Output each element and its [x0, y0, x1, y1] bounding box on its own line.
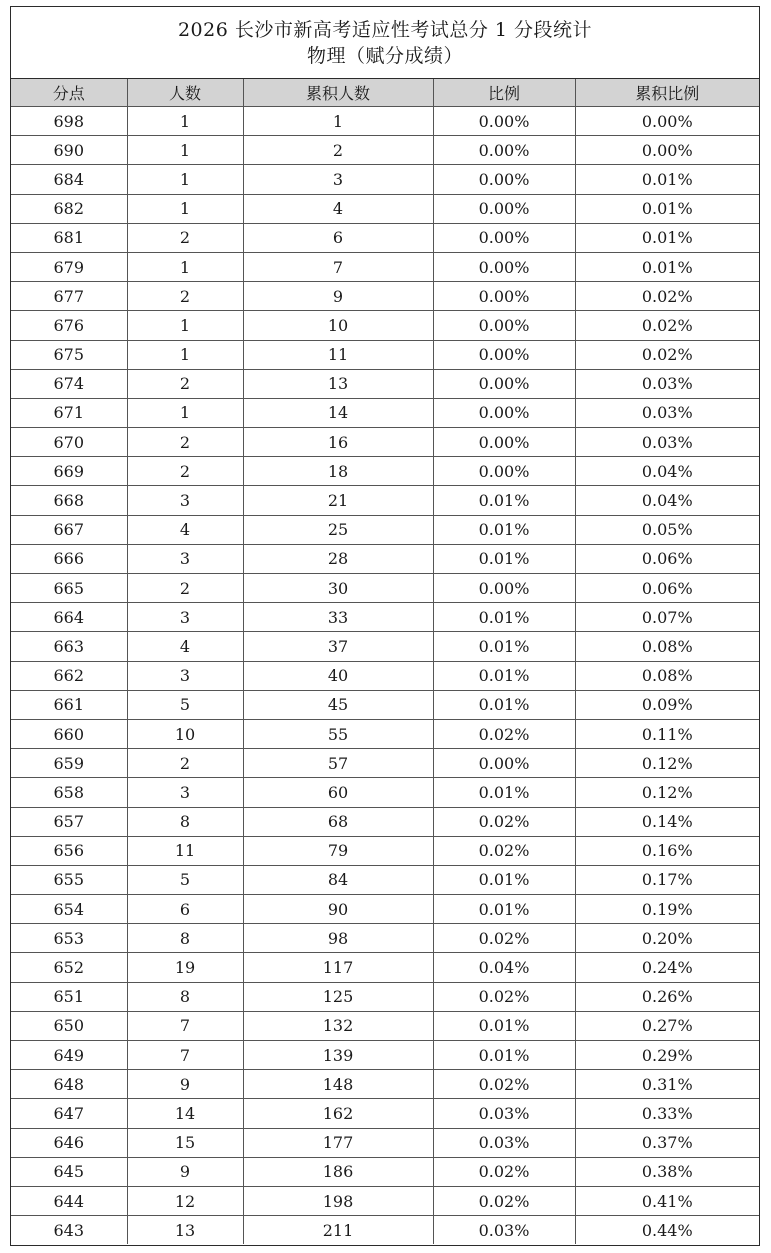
- score-cell: 658: [11, 778, 127, 807]
- score-cell: 664: [11, 603, 127, 632]
- table-row: [11, 282, 759, 311]
- cumulative-count-cell: 60: [243, 778, 433, 807]
- count-cell: 9: [127, 1157, 243, 1186]
- cumulative-count-cell: 10: [243, 311, 433, 340]
- count-cell: 8: [127, 982, 243, 1011]
- cumulative-ratio-cell: 0.19%: [575, 895, 759, 924]
- score-cell: 667: [11, 515, 127, 544]
- cumulative-ratio-cell: 0.20%: [575, 924, 759, 953]
- cumulative-count-cell: 139: [243, 1041, 433, 1070]
- count-cell: 1: [127, 311, 243, 340]
- table-row: [11, 1070, 759, 1099]
- score-cell: 654: [11, 895, 127, 924]
- table-row: [11, 1011, 759, 1040]
- cumulative-count-cell: 68: [243, 807, 433, 836]
- cumulative-ratio-cell: 0.02%: [575, 282, 759, 311]
- cumulative-count-cell: 14: [243, 398, 433, 427]
- cumulative-count-cell: 132: [243, 1011, 433, 1040]
- score-cell: 668: [11, 486, 127, 515]
- table-row: [11, 428, 759, 457]
- table-row: [11, 924, 759, 953]
- score-cell: 643: [11, 1216, 127, 1245]
- cumulative-count-cell: 13: [243, 369, 433, 398]
- ratio-cell: 0.00%: [433, 136, 575, 165]
- score-distribution-sheet: [10, 6, 760, 1246]
- count-cell: 4: [127, 515, 243, 544]
- ratio-cell: 0.02%: [433, 1070, 575, 1099]
- cumulative-count-cell: 55: [243, 719, 433, 748]
- cumulative-ratio-cell: 0.04%: [575, 457, 759, 486]
- table-row: [11, 603, 759, 632]
- ratio-cell: 0.03%: [433, 1216, 575, 1245]
- count-cell: 1: [127, 398, 243, 427]
- cumulative-ratio-cell: 0.16%: [575, 836, 759, 865]
- cumulative-count-cell: 79: [243, 836, 433, 865]
- ratio-cell: 0.01%: [433, 632, 575, 661]
- table-row: [11, 865, 759, 894]
- cumulative-ratio-cell: 0.01%: [575, 194, 759, 223]
- table-row: [11, 574, 759, 603]
- column-header-ratio: 比例: [433, 79, 575, 107]
- count-cell: 19: [127, 953, 243, 982]
- score-cell: 661: [11, 690, 127, 719]
- cumulative-count-cell: 3: [243, 165, 433, 194]
- table-row: [11, 252, 759, 281]
- cumulative-count-cell: 4: [243, 194, 433, 223]
- score-cell: 647: [11, 1099, 127, 1128]
- score-cell: 651: [11, 982, 127, 1011]
- cumulative-ratio-cell: 0.08%: [575, 661, 759, 690]
- table-row: [11, 661, 759, 690]
- score-cell: 670: [11, 428, 127, 457]
- cumulative-count-cell: 90: [243, 895, 433, 924]
- ratio-cell: 0.02%: [433, 1157, 575, 1186]
- cumulative-ratio-cell: 0.02%: [575, 340, 759, 369]
- cumulative-count-cell: 2: [243, 136, 433, 165]
- score-cell: 679: [11, 252, 127, 281]
- count-cell: 2: [127, 428, 243, 457]
- cumulative-count-cell: 198: [243, 1186, 433, 1215]
- table-row: [11, 515, 759, 544]
- page-title: 2026 长沙市新高考适应性考试总分 1 分段统计: [177, 18, 593, 41]
- table-row: [11, 632, 759, 661]
- cumulative-ratio-cell: 0.11%: [575, 719, 759, 748]
- ratio-cell: 0.03%: [433, 1128, 575, 1157]
- score-cell: 674: [11, 369, 127, 398]
- column-header-cumulative-ratio: 累积比例: [575, 79, 759, 107]
- cumulative-count-cell: 25: [243, 515, 433, 544]
- table-row: [11, 1216, 759, 1245]
- cumulative-count-cell: 84: [243, 865, 433, 894]
- score-cell: 660: [11, 719, 127, 748]
- count-cell: 2: [127, 574, 243, 603]
- count-cell: 5: [127, 690, 243, 719]
- cumulative-ratio-cell: 0.03%: [575, 428, 759, 457]
- cumulative-count-cell: 57: [243, 749, 433, 778]
- cumulative-ratio-cell: 0.03%: [575, 398, 759, 427]
- cumulative-count-cell: 9: [243, 282, 433, 311]
- ratio-cell: 0.02%: [433, 1186, 575, 1215]
- score-cell: 662: [11, 661, 127, 690]
- score-cell: 677: [11, 282, 127, 311]
- cumulative-count-cell: 21: [243, 486, 433, 515]
- score-cell: 669: [11, 457, 127, 486]
- cumulative-ratio-cell: 0.03%: [575, 369, 759, 398]
- count-cell: 3: [127, 778, 243, 807]
- cumulative-ratio-cell: 0.26%: [575, 982, 759, 1011]
- cumulative-count-cell: 211: [243, 1216, 433, 1245]
- ratio-cell: 0.01%: [433, 1041, 575, 1070]
- score-cell: 665: [11, 574, 127, 603]
- cumulative-ratio-cell: 0.44%: [575, 1216, 759, 1245]
- ratio-cell: 0.01%: [433, 515, 575, 544]
- score-cell: 666: [11, 544, 127, 573]
- table-row: [11, 1157, 759, 1186]
- ratio-cell: 0.00%: [433, 574, 575, 603]
- table-row: [11, 778, 759, 807]
- table-row: [11, 311, 759, 340]
- ratio-cell: 0.00%: [433, 749, 575, 778]
- score-cell: 698: [11, 107, 127, 136]
- ratio-cell: 0.01%: [433, 895, 575, 924]
- score-cell: 652: [11, 953, 127, 982]
- count-cell: 7: [127, 1011, 243, 1040]
- cumulative-count-cell: 28: [243, 544, 433, 573]
- table-row: [11, 836, 759, 865]
- cumulative-ratio-cell: 0.27%: [575, 1011, 759, 1040]
- count-cell: 1: [127, 165, 243, 194]
- count-cell: 1: [127, 252, 243, 281]
- score-cell: 690: [11, 136, 127, 165]
- table-row: [11, 457, 759, 486]
- ratio-cell: 0.00%: [433, 194, 575, 223]
- cumulative-ratio-cell: 0.01%: [575, 252, 759, 281]
- cumulative-ratio-cell: 0.04%: [575, 486, 759, 515]
- score-cell: 657: [11, 807, 127, 836]
- score-cell: 646: [11, 1128, 127, 1157]
- ratio-cell: 0.00%: [433, 340, 575, 369]
- score-cell: 676: [11, 311, 127, 340]
- cumulative-ratio-cell: 0.38%: [575, 1157, 759, 1186]
- ratio-cell: 0.02%: [433, 807, 575, 836]
- cumulative-count-cell: 1: [243, 107, 433, 136]
- ratio-cell: 0.00%: [433, 165, 575, 194]
- ratio-cell: 0.02%: [433, 982, 575, 1011]
- cumulative-count-cell: 186: [243, 1157, 433, 1186]
- cumulative-count-cell: 7: [243, 252, 433, 281]
- column-header-cumulative-count: 累积人数: [243, 79, 433, 107]
- count-cell: 4: [127, 632, 243, 661]
- count-cell: 2: [127, 457, 243, 486]
- ratio-cell: 0.01%: [433, 603, 575, 632]
- count-cell: 12: [127, 1186, 243, 1215]
- score-cell: 649: [11, 1041, 127, 1070]
- table-body: [11, 107, 759, 1245]
- score-cell: 655: [11, 865, 127, 894]
- ratio-cell: 0.00%: [433, 398, 575, 427]
- cumulative-count-cell: 98: [243, 924, 433, 953]
- count-cell: 7: [127, 1041, 243, 1070]
- count-cell: 6: [127, 895, 243, 924]
- cumulative-count-cell: 40: [243, 661, 433, 690]
- count-cell: 3: [127, 603, 243, 632]
- cumulative-ratio-cell: 0.00%: [575, 107, 759, 136]
- count-cell: 8: [127, 924, 243, 953]
- count-cell: 13: [127, 1216, 243, 1245]
- cumulative-ratio-cell: 0.12%: [575, 778, 759, 807]
- count-cell: 14: [127, 1099, 243, 1128]
- table-row: [11, 1099, 759, 1128]
- table-row: [11, 165, 759, 194]
- cumulative-ratio-cell: 0.41%: [575, 1186, 759, 1215]
- count-cell: 1: [127, 194, 243, 223]
- score-cell: 645: [11, 1157, 127, 1186]
- cumulative-count-cell: 177: [243, 1128, 433, 1157]
- cumulative-ratio-cell: 0.05%: [575, 515, 759, 544]
- ratio-cell: 0.01%: [433, 865, 575, 894]
- cumulative-count-cell: 148: [243, 1070, 433, 1099]
- cumulative-count-cell: 162: [243, 1099, 433, 1128]
- ratio-cell: 0.02%: [433, 719, 575, 748]
- table-row: [11, 1186, 759, 1215]
- score-cell: 650: [11, 1011, 127, 1040]
- score-cell: 644: [11, 1186, 127, 1215]
- score-table: [11, 79, 759, 1244]
- table-row: [11, 1041, 759, 1070]
- title-block: [11, 7, 759, 79]
- cumulative-ratio-cell: 0.00%: [575, 136, 759, 165]
- ratio-cell: 0.04%: [433, 953, 575, 982]
- score-cell: 656: [11, 836, 127, 865]
- ratio-cell: 0.00%: [433, 107, 575, 136]
- cumulative-count-cell: 16: [243, 428, 433, 457]
- score-cell: 681: [11, 223, 127, 252]
- cumulative-ratio-cell: 0.01%: [575, 223, 759, 252]
- table-row: [11, 136, 759, 165]
- cumulative-ratio-cell: 0.14%: [575, 807, 759, 836]
- count-cell: 2: [127, 282, 243, 311]
- ratio-cell: 0.01%: [433, 1011, 575, 1040]
- table-row: [11, 223, 759, 252]
- ratio-cell: 0.01%: [433, 690, 575, 719]
- count-cell: 2: [127, 369, 243, 398]
- ratio-cell: 0.01%: [433, 778, 575, 807]
- table-row: [11, 544, 759, 573]
- cumulative-ratio-cell: 0.08%: [575, 632, 759, 661]
- cumulative-ratio-cell: 0.06%: [575, 574, 759, 603]
- score-cell: 653: [11, 924, 127, 953]
- cumulative-count-cell: 6: [243, 223, 433, 252]
- score-cell: 682: [11, 194, 127, 223]
- ratio-cell: 0.00%: [433, 369, 575, 398]
- count-cell: 5: [127, 865, 243, 894]
- ratio-cell: 0.01%: [433, 661, 575, 690]
- table-row: [11, 807, 759, 836]
- count-cell: 3: [127, 486, 243, 515]
- cumulative-count-cell: 125: [243, 982, 433, 1011]
- count-cell: 3: [127, 661, 243, 690]
- cumulative-count-cell: 45: [243, 690, 433, 719]
- table-row: [11, 749, 759, 778]
- table-row: [11, 486, 759, 515]
- cumulative-count-cell: 11: [243, 340, 433, 369]
- table-row: [11, 953, 759, 982]
- cumulative-ratio-cell: 0.12%: [575, 749, 759, 778]
- page-subtitle: 物理（赋分成绩）: [306, 44, 463, 67]
- count-cell: 1: [127, 136, 243, 165]
- cumulative-ratio-cell: 0.07%: [575, 603, 759, 632]
- score-cell: 675: [11, 340, 127, 369]
- count-cell: 3: [127, 544, 243, 573]
- cumulative-ratio-cell: 0.31%: [575, 1070, 759, 1099]
- table-row: [11, 719, 759, 748]
- cumulative-ratio-cell: 0.09%: [575, 690, 759, 719]
- score-cell: 659: [11, 749, 127, 778]
- count-cell: 9: [127, 1070, 243, 1099]
- cumulative-count-cell: 37: [243, 632, 433, 661]
- ratio-cell: 0.00%: [433, 252, 575, 281]
- count-cell: 2: [127, 749, 243, 778]
- table-row: [11, 340, 759, 369]
- cumulative-ratio-cell: 0.37%: [575, 1128, 759, 1157]
- ratio-cell: 0.01%: [433, 544, 575, 573]
- ratio-cell: 0.00%: [433, 457, 575, 486]
- ratio-cell: 0.00%: [433, 428, 575, 457]
- cumulative-count-cell: 18: [243, 457, 433, 486]
- cumulative-ratio-cell: 0.33%: [575, 1099, 759, 1128]
- ratio-cell: 0.00%: [433, 223, 575, 252]
- cumulative-ratio-cell: 0.17%: [575, 865, 759, 894]
- ratio-cell: 0.00%: [433, 282, 575, 311]
- table-row: [11, 107, 759, 136]
- count-cell: 10: [127, 719, 243, 748]
- count-cell: 1: [127, 340, 243, 369]
- count-cell: 2: [127, 223, 243, 252]
- ratio-cell: 0.02%: [433, 924, 575, 953]
- ratio-cell: 0.03%: [433, 1099, 575, 1128]
- score-cell: 671: [11, 398, 127, 427]
- score-cell: 684: [11, 165, 127, 194]
- cumulative-ratio-cell: 0.06%: [575, 544, 759, 573]
- table-row: [11, 982, 759, 1011]
- cumulative-count-cell: 33: [243, 603, 433, 632]
- table-row: [11, 194, 759, 223]
- score-cell: 648: [11, 1070, 127, 1099]
- score-cell: 663: [11, 632, 127, 661]
- ratio-cell: 0.02%: [433, 836, 575, 865]
- count-cell: 1: [127, 107, 243, 136]
- cumulative-ratio-cell: 0.24%: [575, 953, 759, 982]
- table-row: [11, 369, 759, 398]
- count-cell: 15: [127, 1128, 243, 1157]
- count-cell: 8: [127, 807, 243, 836]
- cumulative-ratio-cell: 0.29%: [575, 1041, 759, 1070]
- cumulative-ratio-cell: 0.01%: [575, 165, 759, 194]
- table-row: [11, 1128, 759, 1157]
- table-header-row: [11, 79, 759, 107]
- ratio-cell: 0.00%: [433, 311, 575, 340]
- table-row: [11, 690, 759, 719]
- column-header-count: 人数: [127, 79, 243, 107]
- cumulative-count-cell: 117: [243, 953, 433, 982]
- table-row: [11, 895, 759, 924]
- cumulative-count-cell: 30: [243, 574, 433, 603]
- count-cell: 11: [127, 836, 243, 865]
- cumulative-ratio-cell: 0.02%: [575, 311, 759, 340]
- table-row: [11, 398, 759, 427]
- ratio-cell: 0.01%: [433, 486, 575, 515]
- column-header-score: 分点: [11, 79, 127, 107]
